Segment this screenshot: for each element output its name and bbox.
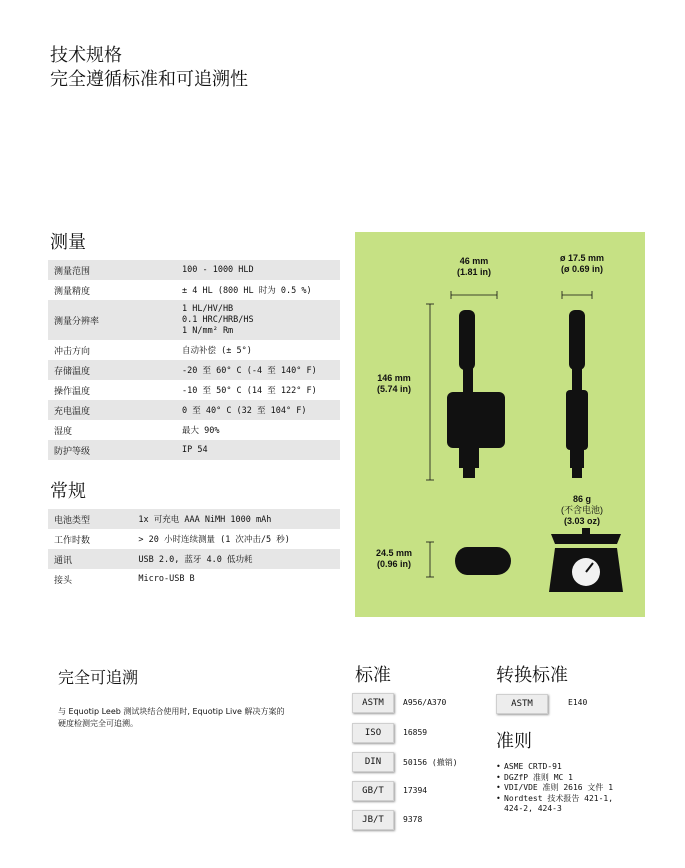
row-key: 电池类型 bbox=[48, 509, 132, 529]
row-value: -10 至 50° C (14 至 122° F) bbox=[182, 386, 317, 396]
row-value: -20 至 60° C (-4 至 140° F) bbox=[176, 360, 340, 380]
table-row bbox=[48, 360, 340, 380]
row-value: IP 54 bbox=[176, 440, 340, 460]
diameter-mm: ø 17.5 mm bbox=[559, 253, 605, 263]
value-line: 1 N/mm² Rm bbox=[182, 325, 234, 336]
row-key: 接头 bbox=[54, 575, 73, 586]
row-value: 1x 可充电 AAA NiMH 1000 mAh bbox=[132, 509, 340, 529]
title-line-1: 技术规格 bbox=[50, 45, 122, 66]
weight-oz: (3.03 oz) bbox=[563, 516, 600, 526]
row-value: Micro-USB B bbox=[138, 574, 195, 584]
standard-value: 50156 (撤销) bbox=[403, 758, 458, 767]
value-line: 0.1 HRC/HRB/HS bbox=[182, 314, 254, 325]
paragraph-line: 硬度检测完全可追溯。 bbox=[58, 719, 138, 728]
row-key: 防护等级 bbox=[48, 440, 176, 460]
table-row bbox=[48, 300, 340, 340]
diameter-in: (ø 0.69 in) bbox=[560, 264, 603, 274]
standard-value: 16859 bbox=[403, 728, 428, 737]
table-row bbox=[48, 280, 340, 300]
standard-badge-gbt: GB/T bbox=[352, 781, 394, 801]
measurement-heading: 测量 bbox=[50, 232, 86, 253]
row-key: 测量精度 bbox=[54, 286, 91, 297]
row-key: 通讯 bbox=[48, 549, 132, 569]
table-row bbox=[48, 420, 340, 440]
general-table bbox=[48, 509, 340, 589]
standard-value: A956/A370 bbox=[403, 698, 447, 707]
standard-badge-jbt: JB/T bbox=[352, 810, 394, 830]
row-value bbox=[176, 300, 340, 340]
height-mm: 146 mm bbox=[377, 373, 411, 383]
list-item: • DGZfP 准则 MC 1 bbox=[496, 773, 613, 784]
row-key: 充电温度 bbox=[48, 400, 176, 420]
row-value: > 20 小时连续测量 (1 次冲击/5 秒) bbox=[138, 535, 290, 545]
traceability-paragraph bbox=[58, 706, 330, 730]
weight-g: 86 g bbox=[572, 494, 591, 504]
weight-note: (不含电池) bbox=[561, 505, 603, 515]
row-key: 测量分辨率 bbox=[48, 300, 176, 340]
table-row bbox=[48, 549, 340, 569]
page-title bbox=[50, 44, 248, 92]
list-item: • Nordtest 技术报告 421-1, bbox=[496, 794, 613, 805]
row-value: 0 至 40° C (32 至 104° F) bbox=[176, 400, 340, 420]
row-key: 工作时数 bbox=[54, 535, 91, 546]
table-row bbox=[48, 400, 340, 420]
row-value: 自动补偿 (± 5°) bbox=[182, 346, 252, 356]
device-drawing bbox=[355, 232, 645, 617]
standard-badge-iso: ISO bbox=[352, 723, 394, 743]
traceability-heading: 完全可追溯 bbox=[58, 668, 139, 687]
standard-badge-astm: ASTM bbox=[352, 693, 394, 713]
row-value: 最大 90% bbox=[182, 426, 220, 436]
list-item-continuation: 424-2, 424-3 bbox=[504, 804, 562, 813]
row-value: ± 4 HL (800 HL 时为 0.5 %) bbox=[182, 286, 312, 296]
thickness-mm: 24.5 mm bbox=[375, 548, 413, 558]
device-side-view bbox=[447, 310, 505, 478]
table-row bbox=[48, 260, 340, 280]
standard-badge-din: DIN bbox=[352, 752, 394, 772]
table-row bbox=[48, 569, 340, 589]
width-mm: 46 mm bbox=[459, 256, 489, 266]
scale-icon bbox=[549, 528, 623, 592]
row-key: 冲击方向 bbox=[54, 346, 91, 357]
row-key: 存储温度 bbox=[48, 360, 176, 380]
table-row bbox=[48, 440, 340, 460]
row-value: 100 - 1000 HLD bbox=[176, 260, 340, 280]
guidelines-heading: 准则 bbox=[496, 731, 532, 752]
value-line: 1 HL/HV/HB bbox=[182, 303, 234, 314]
general-heading: 常规 bbox=[50, 481, 86, 502]
table-row bbox=[48, 340, 340, 360]
device-bottom-view bbox=[455, 547, 511, 575]
device-front-view bbox=[566, 310, 588, 478]
row-value: USB 2.0, 蓝牙 4.0 低功耗 bbox=[132, 549, 340, 569]
list-item: • ASME CRTD-91 bbox=[496, 762, 613, 773]
paragraph-line: 与 Equotip Leeb 测试块结合使用时, Equotip Live 解决方案的 bbox=[58, 707, 285, 716]
conversion-badge-astm: ASTM bbox=[496, 694, 548, 714]
standard-value: 9378 bbox=[403, 815, 423, 824]
thickness-in: (0.96 in) bbox=[376, 559, 411, 569]
measurement-table bbox=[48, 260, 340, 460]
table-row bbox=[48, 529, 340, 549]
height-in: (5.74 in) bbox=[376, 384, 411, 394]
standards-heading: 标准 bbox=[355, 665, 391, 686]
table-row bbox=[48, 380, 340, 400]
conversion-value: E140 bbox=[568, 698, 588, 707]
standard-value: 17394 bbox=[403, 786, 428, 795]
conversion-heading: 转换标准 bbox=[496, 665, 568, 686]
guidelines-list bbox=[496, 762, 613, 815]
list-item: • VDI/VDE 准则 2616 文件 1 bbox=[496, 783, 613, 794]
row-key: 湿度 bbox=[54, 426, 73, 437]
row-key: 测量范围 bbox=[48, 260, 176, 280]
title-line-2: 完全遵循标准和可追溯性 bbox=[50, 69, 248, 90]
row-key: 操作温度 bbox=[54, 386, 91, 397]
table-row bbox=[48, 509, 340, 529]
width-in: (1.81 in) bbox=[456, 267, 491, 277]
